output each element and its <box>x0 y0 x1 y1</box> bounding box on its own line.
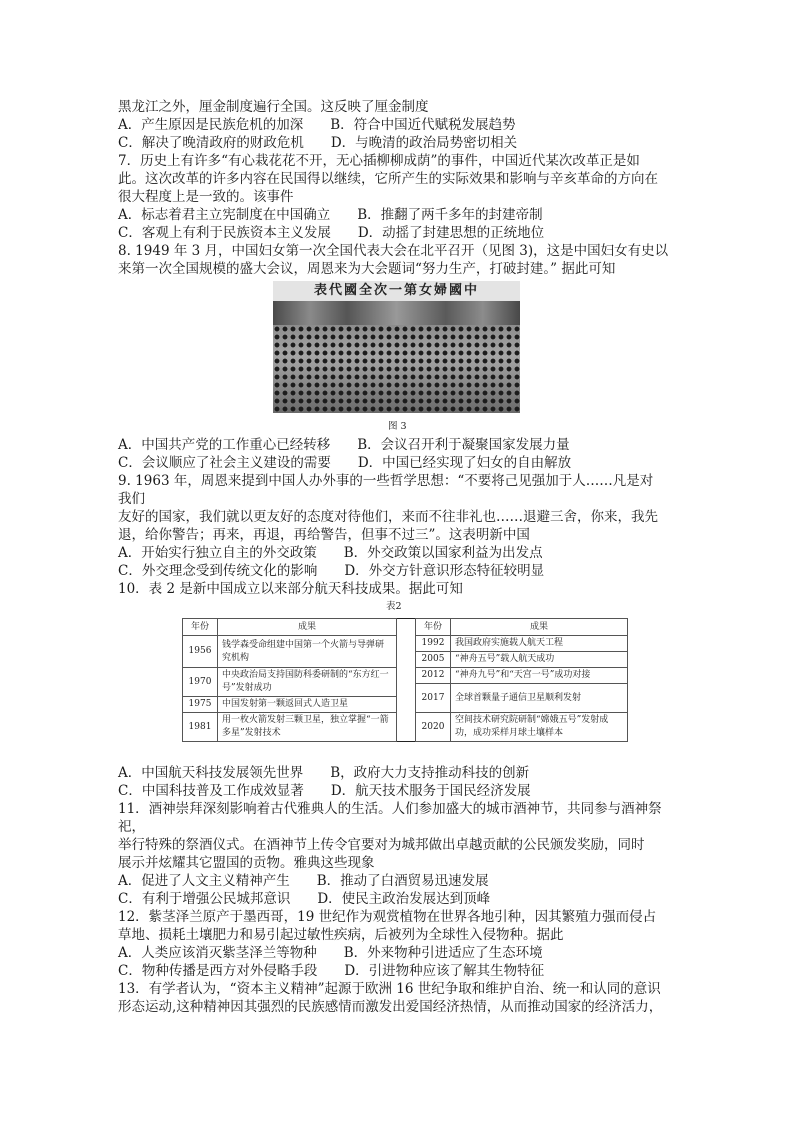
text-line: 此。这次改革的许多内容在民国得以继续，它所产生的实际效果和影响与辛亥革命的方向在 <box>118 171 658 187</box>
question-10: 10．表 2 是新中国成立以来部分航天科技成果。据此可知 <box>118 581 463 597</box>
question-8: 8. 1949 年 3 月，中国妇女第一次全国代表大会在北平召开（见图 3)，这是中国妇女有史以 <box>118 243 669 259</box>
table-row <box>183 713 628 742</box>
option-line: C．中国科技普及工作成效显著 D．航天技术服务于国民经济发展 <box>118 783 531 799</box>
result-cell: 我国政府实施载人航天工程 <box>451 636 628 652</box>
option-line: C．外交理念受到传统文化的影响 D．外交方针意识形态特征较明显 <box>118 563 545 579</box>
col-result: 成果 <box>451 619 628 636</box>
option-line: C．物种传播是西方对外侵略手段 D．引进物种应该了解其生物特征 <box>118 963 545 979</box>
col-result: 成果 <box>218 619 397 636</box>
text-line: 展示并炫耀其它盟国的贡物。雅典这些现象 <box>118 855 375 871</box>
year-cell: 1975 <box>183 697 218 713</box>
col-year: 年份 <box>183 619 218 636</box>
year-cell: 1970 <box>183 668 218 697</box>
year-cell: 1992 <box>416 636 451 652</box>
table-row <box>183 636 628 652</box>
option-line: C．会议顺应了社会主义建设的需要 D．中国已经实现了妇女的自由解放 <box>118 455 572 471</box>
year-cell: 2012 <box>416 668 451 684</box>
year-cell: 2005 <box>416 652 451 668</box>
option-line: A．促进了人文主义精神产生 B．推动了白酒贸易迅速发展 <box>118 873 489 889</box>
question-13: 13．有学者认为，“资本主义精神”起源于欧洲 16 世纪争取和维护自治、统一和认同的意识 <box>118 981 661 997</box>
text-line: 黑龙江之外，厘金制度遍行全国。这反映了厘金制度 <box>118 99 429 115</box>
figure-3-photo <box>273 281 520 413</box>
question-7: 7．历史上有许多“有心栽花花不开，无心插柳柳成荫”的事件，中国近代某次改革正是如 <box>118 153 640 169</box>
text-line: 形态运动,这种精神因其强烈的民族感情而激发出爱国经济热情，从而推动国家的经济活力， <box>118 999 663 1015</box>
result-cell: 钱学森受命组建中国第一个火箭与导弹研究机构 <box>218 636 397 668</box>
col-year: 年份 <box>416 619 451 636</box>
option-line: A．产生原因是民族危机的加深 B．符合中国近代赋税发展趋势 <box>118 117 516 133</box>
text-line: 友好的国家，我们就以更友好的态度对待他们，来而不往非礼也……退避三舍，你来，我先 <box>118 509 658 525</box>
text-line: 举行特殊的祭酒仪式。在酒神节上传令官要对为城邦做出卓越贡献的公民颁发奖励，同时 <box>118 837 645 853</box>
option-line: A．人类应该消灭紫茎泽兰等物种 B．外来物种引进适应了生态环境 <box>118 945 543 961</box>
table-header-row <box>183 619 628 636</box>
option-line: A．标志着君主立宪制度在中国确立 B．推翻了两千多年的封建帝制 <box>118 207 543 223</box>
photo-banner: 表代國全次一第女婦國中 <box>273 281 520 302</box>
table-row <box>183 668 628 684</box>
text-line: 退，给你警告；再来，再退，再给警告，但事不过三”。这表明新中国 <box>118 527 530 543</box>
option-line: C．解决了晚清政府的财政危机 D．与晚清的政治局势密切相关 <box>118 135 518 151</box>
result-cell: “神舟九号”和“天宫一号”成功对接 <box>451 668 628 684</box>
question-11: 11．酒神崇拜深刻影响着古代雅典人的生活。人们参加盛大的城市酒神节，共同参与酒神祭 <box>118 801 662 817</box>
result-cell: 中国发射第一颗返回式人造卫星 <box>218 697 397 713</box>
result-cell: 全球首颗量子通信卫星顺利发射 <box>451 684 628 713</box>
text-line: 祀， <box>118 819 145 835</box>
table-2 <box>182 618 628 742</box>
table-caption: 表2 <box>386 601 402 612</box>
year-cell: 2017 <box>416 684 451 713</box>
result-cell: 中央政治局支持国防科委研制的“东方红一号”发射成功 <box>218 668 397 697</box>
text-line: 来第一次全国规模的盛大会议，周恩来为大会题词“努力生产，打破封建。” 据此可知 <box>118 261 616 277</box>
text-line: 我们 <box>118 491 145 507</box>
option-line: A．开始实行独立自主的外交政策 B．外交政策以国家利益为出发点 <box>118 545 543 561</box>
option-line: C．客观上有利于民族资本主义发展 D．动摇了封建思想的正统地位 <box>118 225 545 241</box>
text-line: 很大程度上是一致的。该事件 <box>118 189 294 205</box>
question-12: 12．紫茎泽兰原产于墨西哥，19 世纪作为观赏植物在世界各地引种，因其繁殖力强而侵占 <box>118 909 657 925</box>
photo-flags <box>273 301 520 325</box>
text-line: 草地、损耗土壤肥力和易引起过敏性疾病，后被列为全球性入侵物种。据此 <box>118 927 564 943</box>
year-cell: 1956 <box>183 636 218 668</box>
result-cell: “神舟五号”载人航天成功 <box>451 652 628 668</box>
result-cell: 用一枚火箭发射三颗卫星，独立掌握“一箭多星”发射技术 <box>218 713 397 742</box>
option-line: A．中国航天科技发展领先世界 B，政府大力支持推动科技的创新 <box>118 765 530 781</box>
option-line: C．有利于增强公民城邦意识 D．使民主政治发展达到顶峰 <box>118 891 491 907</box>
result-cell: 空间技术研究院研制“嫦娥五号”发射成功，成功采样月球土壤样本 <box>451 713 628 742</box>
question-9: 9. 1963 年，周恩来提到中国人办外事的一些哲学思想：“不要将己见强加于人……凡是对 <box>118 473 654 489</box>
figure-caption: 图 3 <box>388 421 407 432</box>
photo-crowd <box>273 325 520 413</box>
year-cell: 2020 <box>416 713 451 742</box>
option-line: A．中国共产党的工作重心已经转移 B．会议召开利于凝聚国家发展力量 <box>118 437 570 453</box>
year-cell: 1981 <box>183 713 218 742</box>
